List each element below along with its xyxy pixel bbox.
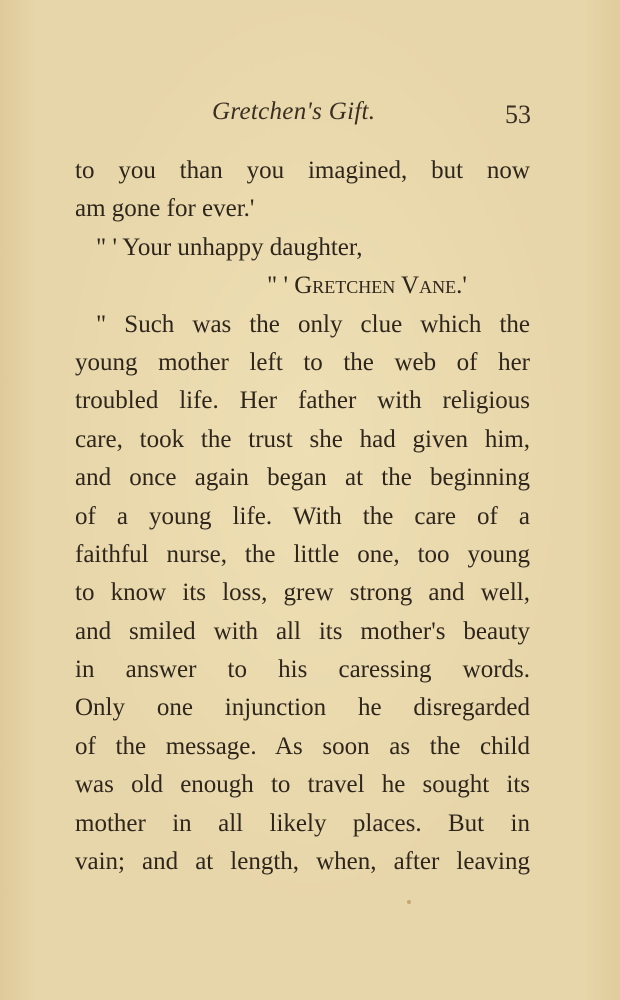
paper-speck <box>407 900 411 904</box>
text-line: care, took the trust she had given him, <box>75 425 530 453</box>
text-line: am gone for ever.' <box>75 195 255 223</box>
text-line: to know its loss, grew strong and well, <box>75 579 530 607</box>
text-line: vain; and at length, when, after leaving <box>75 848 530 876</box>
running-title: Gretchen's Gift. <box>212 98 376 125</box>
text-line: Only one injunction he disregarded <box>75 694 530 722</box>
page-number: 53 <box>505 100 531 129</box>
text-line: of a young life. With the care of a <box>75 502 530 530</box>
text-line: faithful nurse, the little one, too young <box>75 540 530 568</box>
text-line: and once again began at the beginning <box>75 464 530 492</box>
text-line: to you than you imagined, but now <box>75 157 530 184</box>
text-line: in answer to his caressing words. <box>75 656 530 684</box>
text-line: mother in all likely places. But in <box>75 809 530 837</box>
text-line: " Such was the only clue which the <box>96 310 530 338</box>
text-line: of the message. As soon as the child <box>75 732 530 760</box>
signature-line: " ' Gretchen Vane.' <box>267 272 467 300</box>
text-line: " ' Your unhappy daughter, <box>96 233 363 261</box>
text-line: troubled life. Her father with religious <box>75 387 530 415</box>
text-line: was old enough to travel he sought its <box>75 771 530 799</box>
page-header <box>0 92 620 142</box>
text-line: young mother left to the web of her <box>75 348 530 376</box>
body-text <box>75 152 530 881</box>
text-line: and smiled with all its mother's beauty <box>75 617 530 645</box>
